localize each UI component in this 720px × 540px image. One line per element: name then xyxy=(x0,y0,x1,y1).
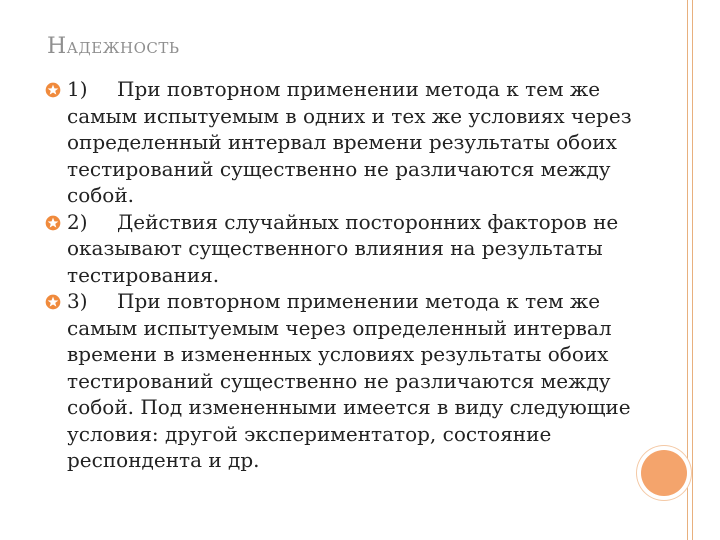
item-number: 2) xyxy=(67,209,88,234)
item-number: 3) xyxy=(67,289,88,313)
decorative-border xyxy=(687,0,693,540)
item-text: При повторном применении метода к тем же самым испытуемым в одних и тех же условиях через определенный интервал времени результаты обоих тестирований существенно не различаются между собой. xyxy=(67,77,632,207)
star-icon xyxy=(45,294,61,310)
decorative-circle xyxy=(641,450,687,496)
star-icon xyxy=(45,82,61,98)
star-icon xyxy=(45,215,61,231)
slide-title: Надежность xyxy=(47,34,180,59)
item-text: Действия случайных посторонних факторов не оказывают существенного влияния на результаты тестирования. xyxy=(67,209,619,287)
item-number: 1) xyxy=(67,77,88,101)
item-text: При повторном применении метода к тем же самым испытуемым через определенный интервал времени в измененных условиях результаты обоих тестирований существенно не различаются между собой. Под измененными имеется в виду следующие условия: другой экспериментатор, состояние респондента и др. xyxy=(67,289,631,472)
bullet-list xyxy=(45,76,645,474)
list-item xyxy=(45,76,645,209)
list-item xyxy=(45,288,645,474)
list-item xyxy=(45,209,645,289)
